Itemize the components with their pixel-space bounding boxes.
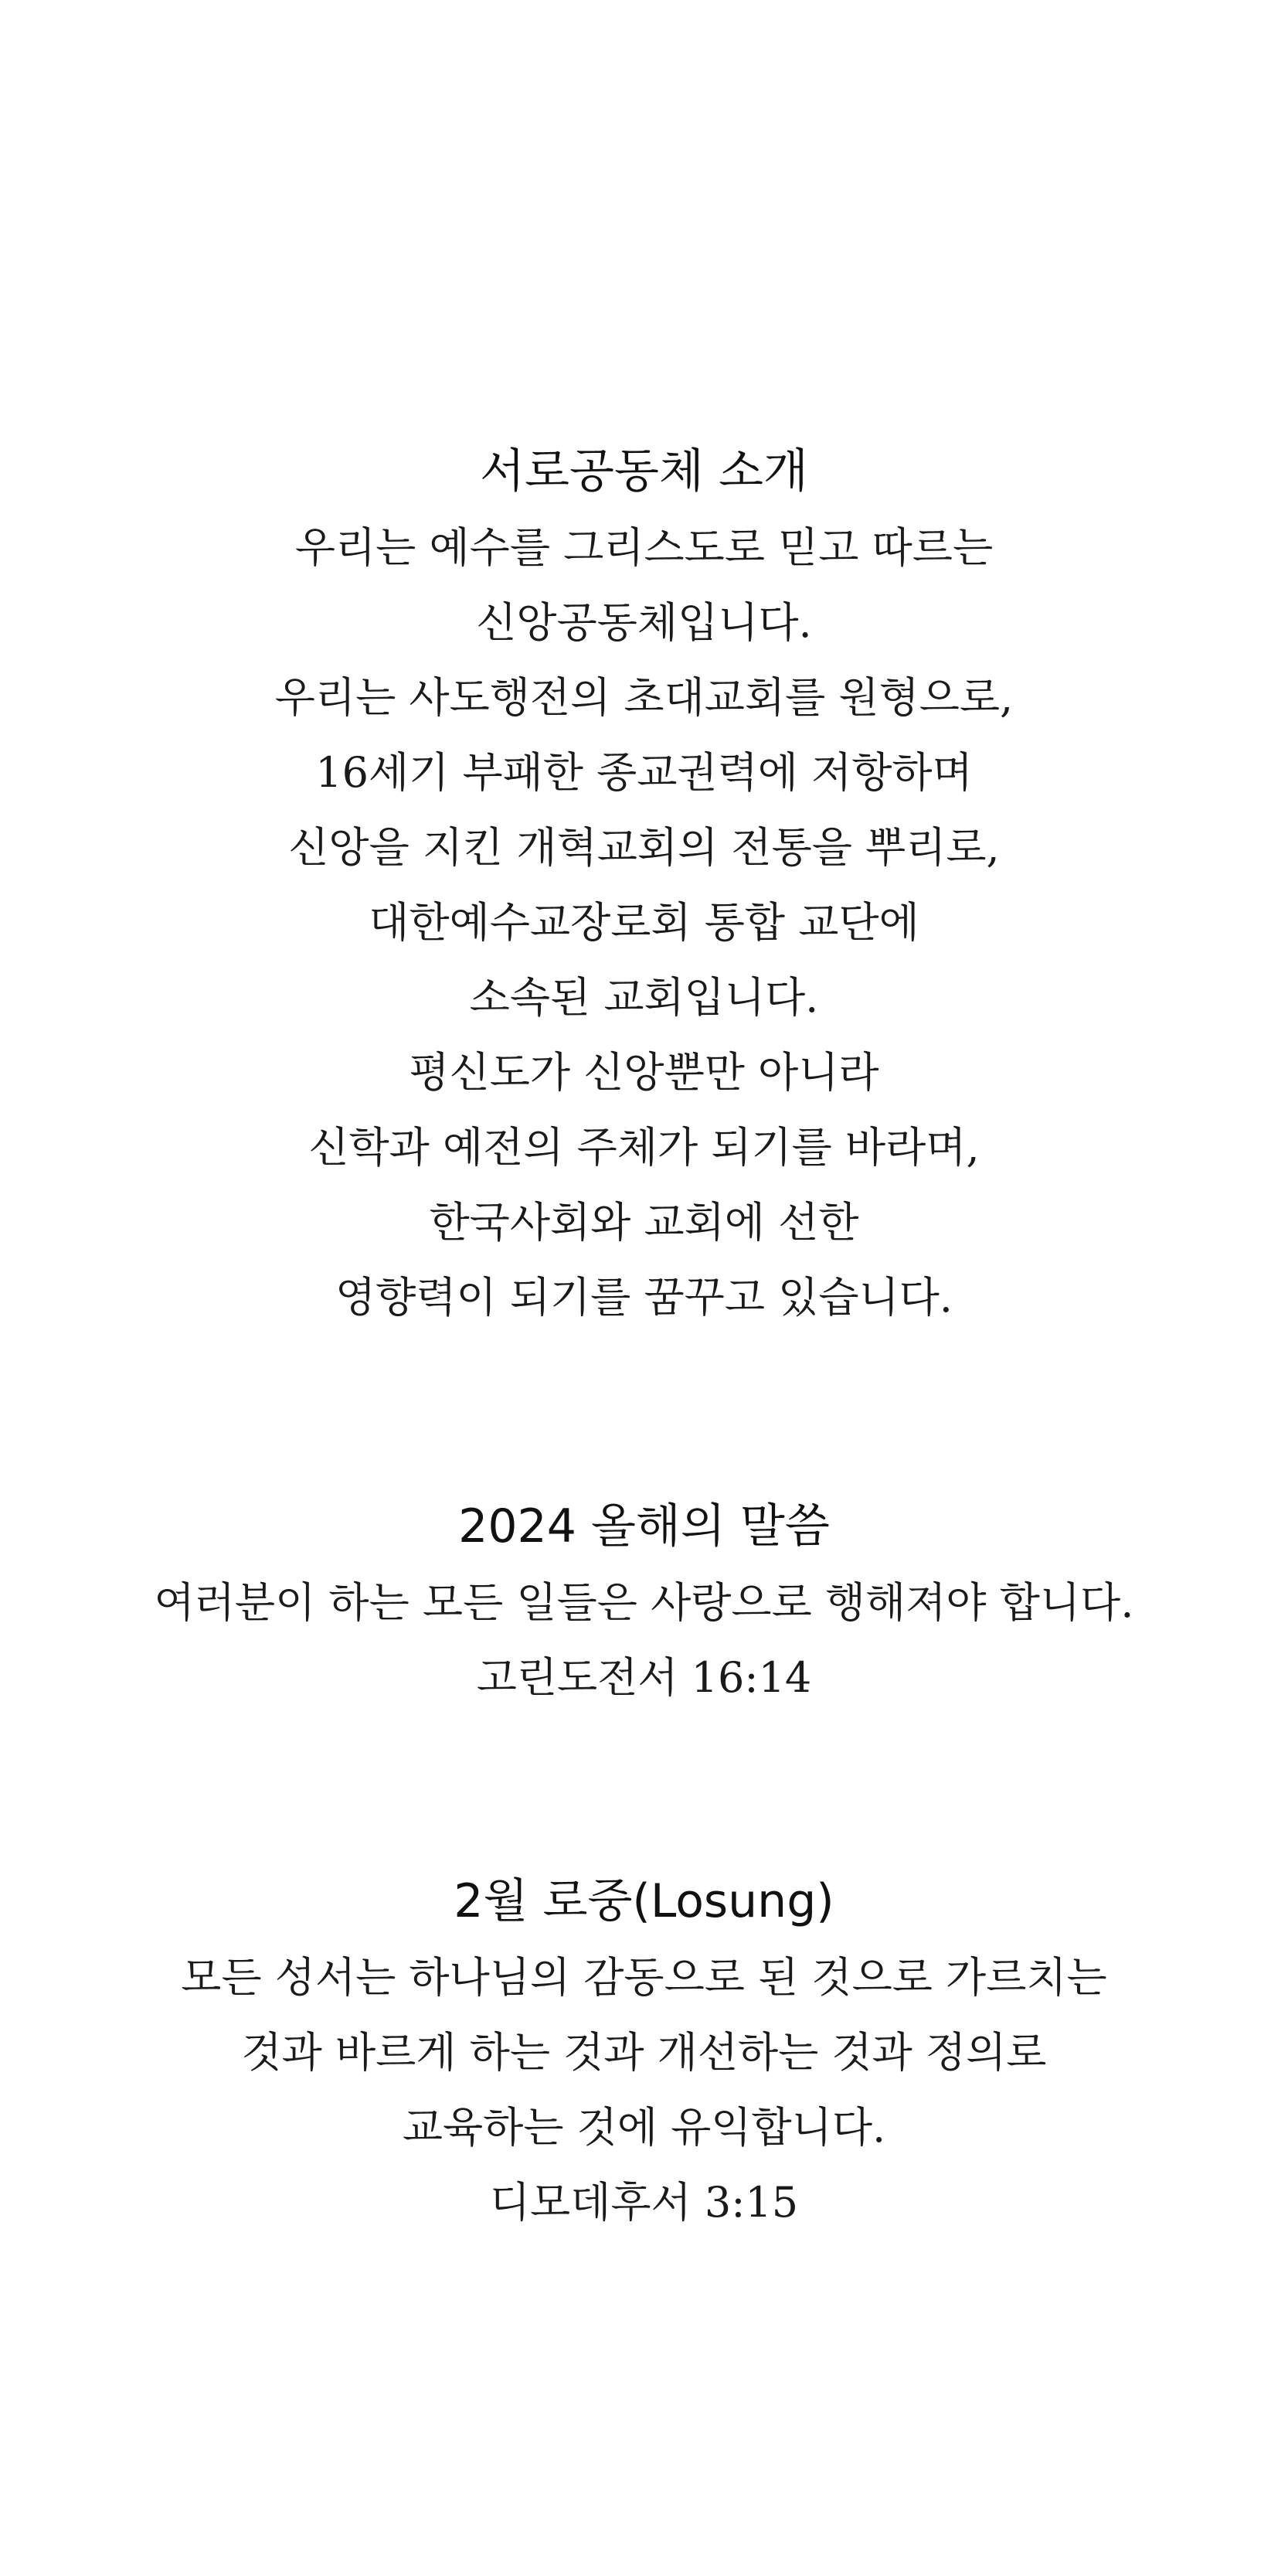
losung-reference: 디모데후서 3:15 — [489, 2178, 799, 2227]
losung-line: 교육하는 것에 유익합니다. — [402, 2103, 886, 2152]
losung-title: 2월 로중(Losung) — [454, 1874, 834, 1928]
intro-line: 영향력이 되기를 꿈꾸고 있습니다. — [335, 1273, 953, 1322]
losung-section — [0, 1870, 1288, 2240]
intro-line: 우리는 사도행전의 초대교회를 원형으로, — [274, 673, 1014, 722]
losung-body — [0, 1940, 1288, 2165]
intro-line: 한국사회와 교회에 선한 — [429, 1198, 859, 1247]
intro-line: 평신도가 신앙뿐만 아니라 — [409, 1048, 879, 1097]
intro-line: 대한예수교장로회 통합 교단에 — [369, 898, 919, 947]
intro-line: 신학과 예전의 주체가 되기를 바라며, — [308, 1123, 980, 1172]
losung-line: 것과 바르게 하는 것과 개선하는 것과 정의로 — [241, 2028, 1047, 2077]
intro-line: 소속된 교회입니다. — [469, 973, 819, 1022]
intro-title: 서로공동체 소개 — [480, 444, 808, 499]
verse-title: 2024 올해의 말씀 — [458, 1499, 830, 1553]
losung-line: 모든 성서는 하나님의 감동으로 된 것으로 가르치는 — [181, 1953, 1107, 2002]
intro-line: 신앙공동체입니다. — [476, 598, 812, 647]
intro-line: 우리는 예수를 그리스도로 믿고 따르는 — [294, 523, 994, 572]
intro-line: 16세기 부패한 종교권력에 저항하며 — [315, 748, 973, 797]
verse-line: 여러분이 하는 모든 일들은 사랑으로 행해져야 합니다. — [154, 1578, 1134, 1627]
intro-body — [0, 510, 1288, 1335]
verse-reference: 고린도전서 16:14 — [476, 1653, 812, 1702]
intro-line: 신앙을 지킨 개혁교회의 전통을 뿌리로, — [288, 823, 1000, 872]
verse-body — [0, 1565, 1288, 1640]
verse-of-year-section — [0, 1496, 1288, 1715]
intro-section — [0, 441, 1288, 1335]
